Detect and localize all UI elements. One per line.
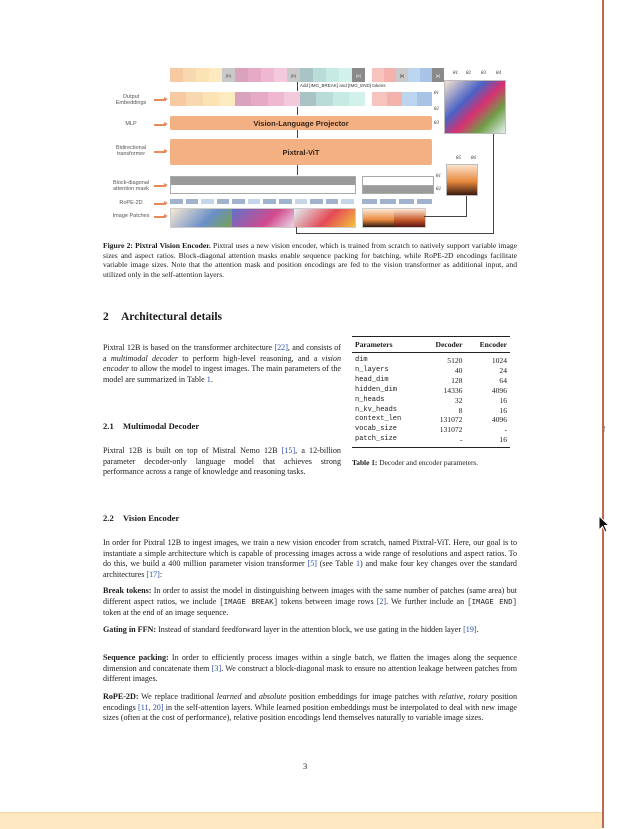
break-token: [b]	[287, 68, 300, 82]
break-token: [b]	[396, 68, 408, 82]
table-ref-link[interactable]: 1	[356, 559, 361, 569]
rope-encodings-image1	[170, 199, 354, 204]
header-decoder: Decoder	[422, 337, 466, 353]
connector-line	[296, 233, 494, 234]
theta-label: θ1	[434, 91, 439, 96]
block-diagonal-mask-image2	[362, 176, 434, 194]
section-2-1-paragraph: Pixtral 12B is built on top of Mistral Nemo 12B [15], a 12-billion parameter decoder-only language model that achieves strong performance across a range of knowledge and reasoning tasks.	[103, 446, 341, 477]
table-row: hidden_dim 14336 4096	[355, 385, 507, 395]
table-row: head_dim 128 64	[355, 375, 507, 385]
section-2-heading: 2 Architectural details	[103, 311, 223, 323]
arrow-icon	[297, 165, 298, 175]
table-row: patch_size - 16	[355, 435, 507, 445]
theta-label: θ6	[471, 156, 476, 161]
add-tokens-note: Add [IMG_BREAK] and [IMG_END] tokens	[300, 83, 386, 88]
mouse-cursor-icon	[598, 515, 610, 533]
image-patches-image1	[170, 208, 356, 228]
arrow-icon	[154, 216, 166, 218]
theta-label: θ1	[436, 174, 441, 179]
citation-link[interactable]: [19]	[463, 625, 477, 634]
table-row: n_kv_heads 8 16	[355, 405, 507, 415]
arrow-icon	[154, 99, 166, 101]
token-sequence-image1	[170, 68, 365, 82]
section-2-paragraph: Pixtral 12B is based on the transformer architecture [22], and consists of a multimodal decoder to perform high-level reasoning, and a vision encoder to allow the model to ingest images. The main parameters of the model are summarized in Table 1.	[103, 343, 342, 384]
table-row: n_heads 32 16	[355, 395, 507, 405]
theta-label: θ3	[434, 121, 439, 126]
gating-ffn-paragraph: Gating in FFN: Instead of standard feedforward layer in the attention block, we use gating in the hidden layer [19].	[103, 625, 479, 634]
table-row: dim 5120 1024	[355, 356, 507, 365]
block-diagonal-mask-image1	[170, 176, 356, 194]
caption-label: Figure 2: Pixtral Vision Encoder.	[103, 241, 211, 250]
arrow-icon	[297, 107, 298, 115]
section-2-1-heading: 2.1 Multimodal Decoder	[103, 421, 200, 431]
token-sequence-image2	[372, 68, 444, 82]
table-row: n_layers 40 24	[355, 365, 507, 375]
header-parameters: Parameters	[352, 337, 422, 353]
end-token: [e]	[352, 68, 365, 82]
pixtral-vit-block: Pixtral-ViT	[170, 139, 432, 165]
section-2-2-intro: In order for Pixtral 12B to ingest images, we train a new vision encoder from scratch, named Pixtral-ViT. Here, our goal is to instantiate a simple architecture which is capable of processing images across a wide range of resolutions and aspect ratios. To do this, we build a 400 million parameter vision transformer [5] (see Table 1) and make four key changes over the standard architectures [17]:	[103, 538, 517, 579]
output-embeddings-image1	[170, 92, 365, 106]
citation-link[interactable]: [15]	[281, 446, 296, 455]
citation-link[interactable]: [17]	[146, 569, 160, 579]
header-encoder: Encoder	[465, 337, 510, 353]
table-row: vocab_size 131072 -	[355, 425, 507, 435]
arrow-icon	[154, 124, 166, 126]
figure-caption	[103, 241, 517, 280]
parameters-table	[352, 336, 510, 448]
theta-label: θ2	[436, 187, 441, 192]
image1-patch-grid	[444, 80, 506, 134]
arrow-icon	[297, 82, 298, 91]
theta-label: θ5	[456, 156, 461, 161]
citation-link[interactable]: [3]	[211, 663, 222, 673]
theta-label: θ3	[481, 71, 486, 76]
theta-label: θ1	[453, 71, 458, 76]
break-token: [b]	[222, 68, 235, 82]
theta-label: θ2	[466, 71, 471, 76]
figure-2-diagram	[108, 64, 528, 234]
label-bidirectional-transformer: Bidirectional transformer	[116, 145, 146, 157]
citation-link[interactable]: [5]	[307, 559, 317, 569]
table-caption: Table 1: Decoder and encoder parameters.	[352, 458, 479, 467]
label-block-diagonal-mask: Block-diagonal attention mask	[112, 180, 150, 192]
edge-text-fragment: f	[603, 425, 606, 434]
connector-line	[424, 216, 466, 217]
label-rope-2d: RoPE-2D	[119, 200, 143, 206]
arrow-icon	[154, 203, 166, 205]
vision-language-projector-block: Vision-Language Projector	[170, 116, 432, 130]
rope-2d-paragraph: RoPE-2D: We replace traditional learned and absolute position embeddings for image patches with relative, rotary position encodings [11, 20] in the self-attention layers. While learned position embeddings must be interpolated to deal with new image sizes (often at the cost of performance), relative position encodings lend themselves naturally to variable image sizes.	[103, 692, 518, 723]
break-tokens-paragraph: Break tokens: In order to assist the model in distinguishing between images with the same number of patches (same area) but different aspect ratios, we include [IMAGE BREAK] tokens between image rows [2]. We further include an [IMAGE END] token at the end of an image sequence.	[103, 586, 517, 618]
table-row: context_len 131072 4096	[355, 415, 507, 425]
caption-text: Pixtral uses a new vision encoder, which is trained from scratch to natively support variable image sizes and aspect ratios. Block-diagonal attention masks enable sequence packing for batching, while RoPE-2D encodings facilitate variable image sizes. Note that the attention mask and position encodings are fed to the vision transformer as additional input, and utilized only in the self-attention layers.	[103, 241, 517, 280]
section-2-2-heading: 2.2 Vision Encoder	[103, 513, 180, 523]
table-header-row	[352, 337, 510, 353]
citation-link[interactable]: [11, 20]	[138, 702, 164, 712]
label-output-embeddings: Output Embeddings	[115, 94, 147, 106]
output-embeddings-image2	[372, 92, 432, 106]
theta-label: θ4	[496, 71, 501, 76]
table-ref-link[interactable]: 1	[206, 374, 211, 384]
rope-encodings-image2	[362, 199, 432, 204]
label-mlp: MLP	[125, 121, 137, 127]
image2-patch-grid	[446, 164, 478, 196]
citation-link[interactable]: [2]	[376, 596, 387, 606]
arrow-icon	[154, 151, 166, 153]
side-panel-edge	[604, 0, 622, 828]
page-number: 3	[303, 761, 308, 771]
arrow-icon	[154, 185, 166, 187]
connector-line	[466, 194, 467, 217]
label-image-patches: Image Patches	[112, 213, 150, 219]
sequence-packing-paragraph: Sequence packing: In order to efficiently process images within a single batch, we flatten the images along the sequence dimension and concatenate them [3]. We construct a block-diagonal mask to ensure no attention leakage between patches from different images.	[103, 653, 517, 684]
end-token: [e]	[432, 68, 444, 82]
arrow-icon	[297, 130, 298, 138]
citation-link[interactable]: [22]	[274, 343, 288, 352]
bottom-status-bar	[0, 812, 602, 829]
image-patches-image2	[362, 208, 426, 228]
theta-label: θ2	[434, 107, 439, 112]
